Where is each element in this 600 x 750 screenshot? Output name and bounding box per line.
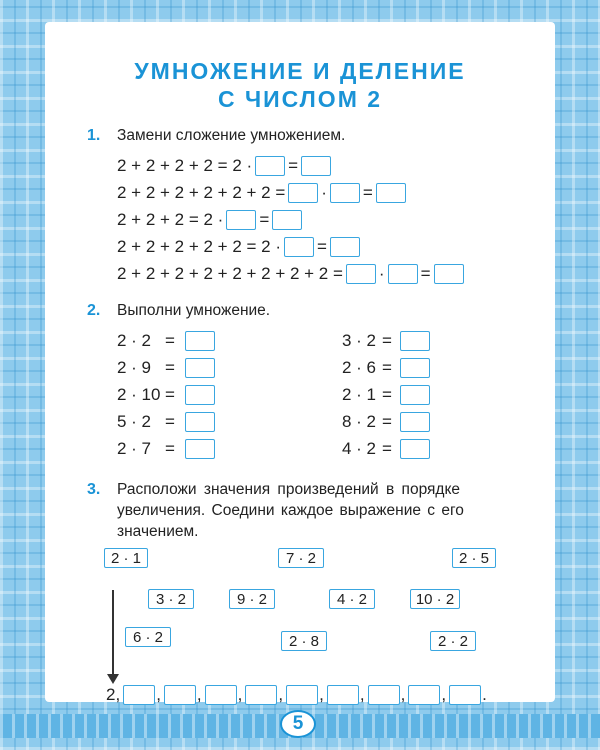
expression: 2 · 7 (117, 439, 152, 458)
answer-box[interactable] (346, 264, 376, 284)
comma: , (359, 685, 365, 704)
expression: 2 · 10 (117, 385, 161, 404)
task1-row4-expression: 2 + 2 + 2 + 2 + 2 = 2 · (117, 237, 281, 256)
expression: 2 · 9 (117, 358, 152, 377)
task1-row-5 (117, 262, 467, 286)
comma: , (441, 685, 447, 704)
task2-right-item (342, 357, 430, 379)
task3-instruction-line2: увеличения. Соедини каждое выражение с его (117, 502, 464, 519)
equals-sign: = (382, 412, 392, 431)
answer-box[interactable] (226, 210, 256, 230)
expression: 4 · 2 (342, 439, 377, 458)
task1-row1-expression: 2 + 2 + 2 + 2 = 2 · (117, 156, 253, 175)
comma: , (278, 685, 284, 704)
task2-left-item (117, 330, 215, 352)
expression: 2 · 6 (342, 358, 377, 377)
expression-card[interactable]: 4 · 2 (329, 589, 375, 609)
page-title-line1: УМНОЖЕНИЕ И ДЕЛЕНИЕ (134, 58, 466, 84)
expression-card[interactable]: 10 · 2 (410, 589, 460, 609)
comma: , (237, 685, 243, 704)
answer-box[interactable] (164, 685, 196, 705)
answer-box[interactable] (449, 685, 481, 705)
answer-sequence-row (106, 683, 487, 707)
equals-sign: = (165, 331, 175, 350)
equals-sign: = (382, 385, 392, 404)
answer-box[interactable] (255, 156, 285, 176)
answer-box[interactable] (400, 412, 430, 432)
page-title-line2: С ЧИСЛОМ 2 (217, 86, 383, 112)
task2-right-item (342, 330, 430, 352)
expression-card[interactable]: 9 · 2 (229, 589, 275, 609)
first-value: 2, (106, 685, 121, 704)
answer-box[interactable] (301, 156, 331, 176)
answer-box[interactable] (272, 210, 302, 230)
task2-right-item (342, 384, 430, 406)
answer-box[interactable] (288, 183, 318, 203)
expression-card[interactable]: 2 · 2 (430, 631, 476, 651)
answer-box[interactable] (245, 685, 277, 705)
dot-sign: · (321, 183, 327, 202)
equals-sign: = (165, 412, 175, 431)
answer-box[interactable] (286, 685, 318, 705)
task1-row3-expression: 2 + 2 + 2 = 2 · (117, 210, 224, 229)
answer-box[interactable] (400, 331, 430, 351)
task1-row-3 (117, 208, 305, 232)
expression: 5 · 2 (117, 412, 152, 431)
expression-card[interactable]: 6 · 2 (125, 627, 171, 647)
answer-box[interactable] (376, 183, 406, 203)
dot-sign: · (378, 264, 385, 283)
comma: , (196, 685, 202, 704)
task1-row-4 (117, 235, 363, 259)
answer-box[interactable] (185, 439, 215, 459)
answer-box[interactable] (185, 331, 215, 351)
expression: 2 · 1 (342, 385, 377, 404)
answer-box[interactable] (400, 358, 430, 378)
task2-left-item (117, 384, 215, 406)
period: . (482, 685, 487, 704)
equals-sign: = (288, 156, 299, 175)
equals-sign: = (382, 331, 392, 350)
answer-box[interactable] (330, 183, 360, 203)
answer-box[interactable] (434, 264, 464, 284)
equals-sign: = (382, 439, 392, 458)
equals-sign: = (362, 183, 373, 202)
page-number: 5 (280, 710, 316, 738)
answer-box[interactable] (368, 685, 400, 705)
equals-sign: = (165, 358, 175, 377)
expression-card[interactable]: 3 · 2 (148, 589, 194, 609)
expression: 3 · 2 (342, 331, 377, 350)
task2-left-item (117, 357, 215, 379)
expression-card[interactable]: 2 · 5 (452, 548, 496, 568)
answer-box[interactable] (284, 237, 314, 257)
comma: , (156, 685, 161, 704)
task1-row-2 (117, 181, 409, 205)
task2-right-item (342, 411, 430, 433)
task1-row-1 (117, 154, 334, 178)
increase-arrow-shaft (112, 590, 114, 678)
task1-row5-expression: 2 + 2 + 2 + 2 + 2 + 2 + 2 + 2 = (117, 264, 343, 283)
equals-sign: = (165, 439, 175, 458)
answer-box[interactable] (123, 685, 155, 705)
expression: 8 · 2 (342, 412, 377, 431)
task2-left-item (117, 411, 215, 433)
answer-box[interactable] (408, 685, 440, 705)
equals-sign: = (316, 237, 327, 256)
equals-sign: = (259, 210, 270, 229)
answer-box[interactable] (185, 358, 215, 378)
task2-number: 2. (87, 302, 101, 319)
answer-box[interactable] (205, 685, 237, 705)
answer-box[interactable] (330, 237, 360, 257)
equals-sign: = (165, 385, 175, 404)
answer-box[interactable] (185, 412, 215, 432)
task2-left-item (117, 438, 215, 460)
answer-box[interactable] (400, 385, 430, 405)
task3-number: 3. (87, 481, 101, 498)
answer-box[interactable] (388, 264, 418, 284)
task1-number: 1. (87, 127, 101, 144)
answer-box[interactable] (400, 439, 430, 459)
equals-sign: = (420, 264, 431, 283)
task2-right-item (342, 438, 430, 460)
expression-card[interactable]: 2 · 8 (281, 631, 327, 651)
answer-box[interactable] (327, 685, 359, 705)
task1-instruction: Замени сложение умножением. (117, 127, 346, 144)
task3-instruction-line3: значением. (117, 523, 199, 540)
expression-card[interactable]: 2 · 1 (104, 548, 148, 568)
expression: 2 · 2 (117, 331, 152, 350)
task3-instruction-line1: Расположи значения произведений в порядке (117, 481, 461, 498)
comma: , (319, 685, 324, 704)
task1-row2-expression: 2 + 2 + 2 + 2 + 2 + 2 = (117, 183, 286, 202)
comma: , (400, 685, 406, 704)
answer-box[interactable] (185, 385, 215, 405)
equals-sign: = (382, 358, 392, 377)
task2-instruction: Выполни умножение. (117, 302, 271, 319)
expression-card[interactable]: 7 · 2 (278, 548, 324, 568)
